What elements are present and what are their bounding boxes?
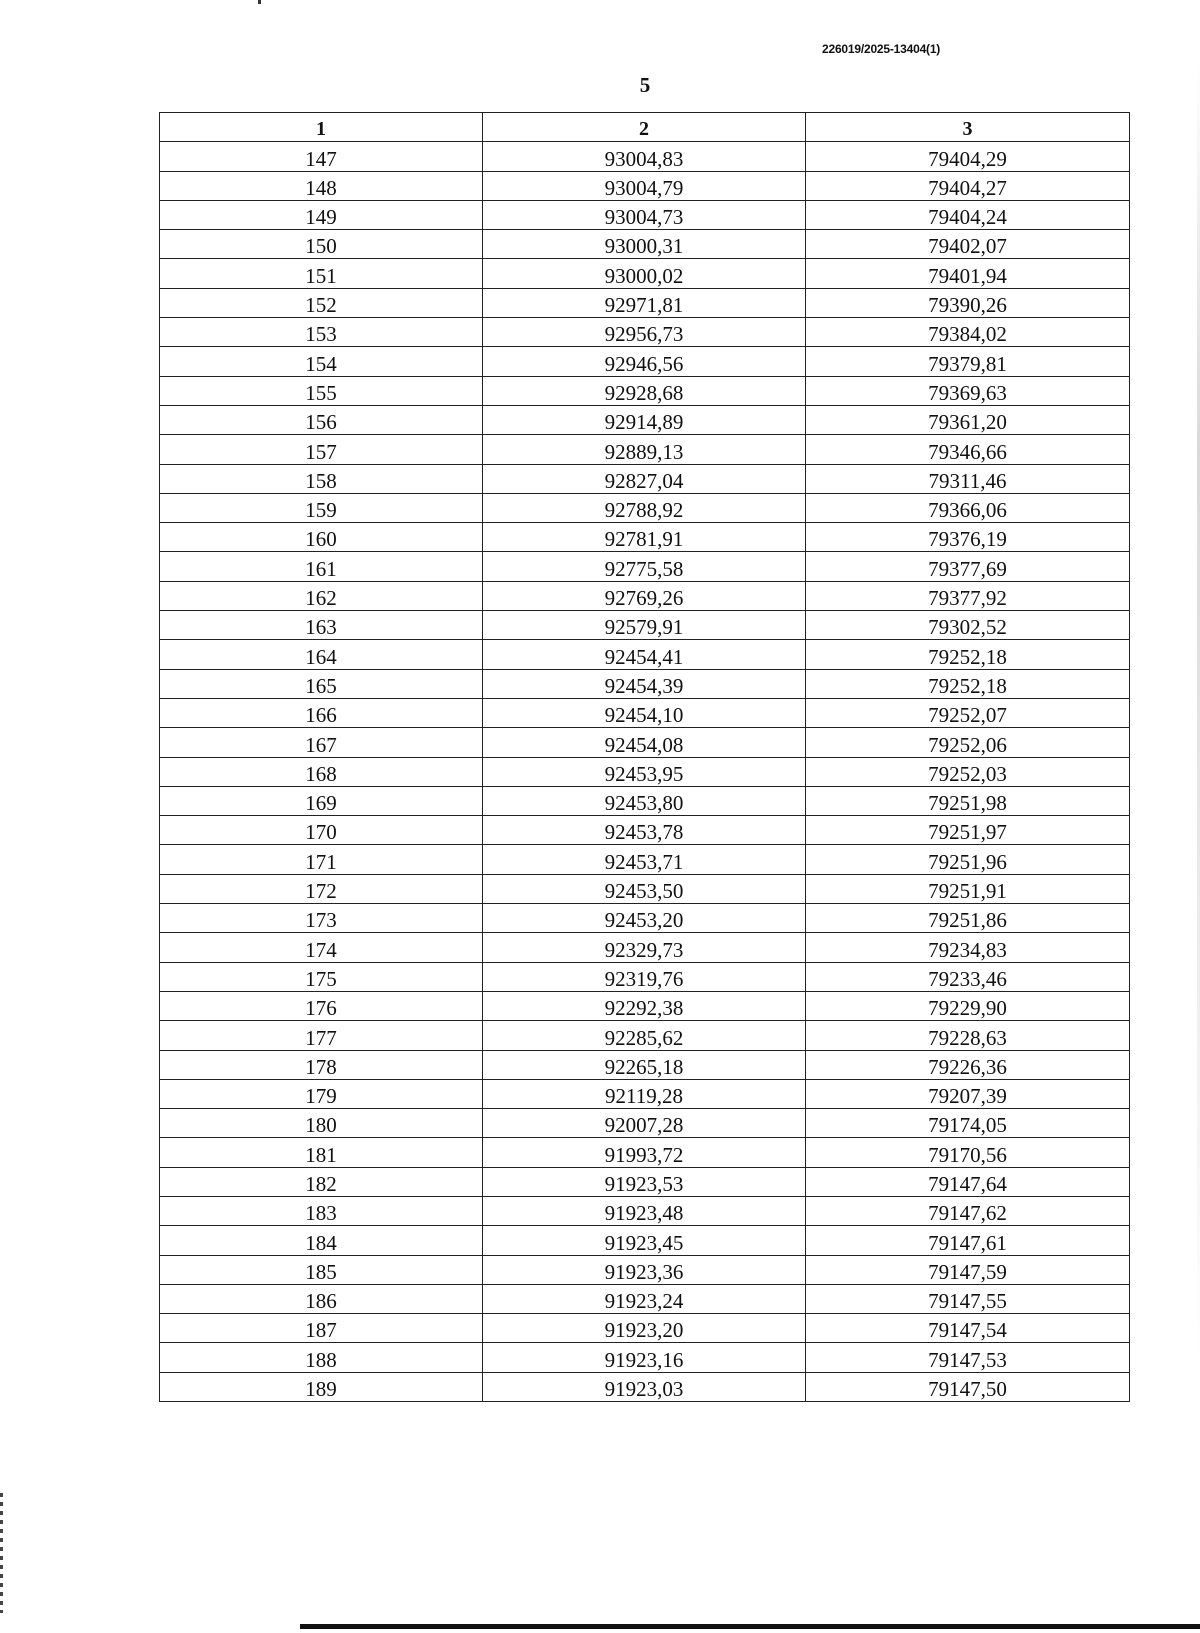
table-row (160, 200, 1130, 229)
table-row (160, 1109, 1130, 1138)
table-row (160, 435, 1130, 464)
x-coordinate-cell: 92285,62 (483, 1021, 806, 1050)
point-number-cell: 180 (160, 1109, 483, 1138)
x-coordinate-cell: 92453,95 (483, 757, 806, 786)
column-header-3: 3 (806, 113, 1130, 142)
table-row (160, 1138, 1130, 1167)
y-coordinate-cell: 79402,07 (806, 230, 1130, 259)
table-row (160, 874, 1130, 903)
x-coordinate-cell: 92454,10 (483, 698, 806, 727)
scan-bottom-bar (300, 1624, 1200, 1629)
x-coordinate-cell: 92454,08 (483, 728, 806, 757)
scan-mark (258, 0, 261, 4)
y-coordinate-cell: 79369,63 (806, 376, 1130, 405)
table-row (160, 640, 1130, 669)
table-row (160, 845, 1130, 874)
y-coordinate-cell: 79384,02 (806, 318, 1130, 347)
column-header-1: 1 (160, 113, 483, 142)
point-number-cell: 183 (160, 1196, 483, 1225)
y-coordinate-cell: 79361,20 (806, 405, 1130, 434)
table-row (160, 1226, 1130, 1255)
y-coordinate-cell: 79207,39 (806, 1079, 1130, 1108)
table-row (160, 962, 1130, 991)
y-coordinate-cell: 79251,86 (806, 904, 1130, 933)
y-coordinate-cell: 79147,62 (806, 1196, 1130, 1225)
x-coordinate-cell: 93000,02 (483, 259, 806, 288)
point-number-cell: 184 (160, 1226, 483, 1255)
x-coordinate-cell: 93000,31 (483, 230, 806, 259)
table-row (160, 464, 1130, 493)
scan-edge-left (0, 1493, 3, 1613)
point-number-cell: 153 (160, 318, 483, 347)
x-coordinate-cell: 91923,53 (483, 1167, 806, 1196)
coordinates-table (159, 112, 1130, 1402)
point-number-cell: 154 (160, 347, 483, 376)
table-row (160, 405, 1130, 434)
x-coordinate-cell: 91923,03 (483, 1372, 806, 1401)
point-number-cell: 163 (160, 611, 483, 640)
x-coordinate-cell: 91923,20 (483, 1314, 806, 1343)
x-coordinate-cell: 91923,36 (483, 1255, 806, 1284)
point-number-cell: 186 (160, 1284, 483, 1313)
table-row (160, 376, 1130, 405)
point-number-cell: 179 (160, 1079, 483, 1108)
table-row (160, 1255, 1130, 1284)
point-number-cell: 168 (160, 757, 483, 786)
point-number-cell: 176 (160, 991, 483, 1020)
y-coordinate-cell: 79170,56 (806, 1138, 1130, 1167)
x-coordinate-cell: 92781,91 (483, 523, 806, 552)
table-row (160, 171, 1130, 200)
y-coordinate-cell: 79229,90 (806, 991, 1130, 1020)
y-coordinate-cell: 79251,97 (806, 816, 1130, 845)
point-number-cell: 170 (160, 816, 483, 845)
y-coordinate-cell: 79346,66 (806, 435, 1130, 464)
table-row (160, 1079, 1130, 1108)
y-coordinate-cell: 79147,61 (806, 1226, 1130, 1255)
y-coordinate-cell: 79252,18 (806, 640, 1130, 669)
x-coordinate-cell: 92769,26 (483, 581, 806, 610)
table-row (160, 581, 1130, 610)
table-row (160, 933, 1130, 962)
table-row (160, 786, 1130, 815)
table-row (160, 552, 1130, 581)
point-number-cell: 164 (160, 640, 483, 669)
table-row (160, 230, 1130, 259)
point-number-cell: 165 (160, 669, 483, 698)
y-coordinate-cell: 79147,50 (806, 1372, 1130, 1401)
table-row (160, 259, 1130, 288)
y-coordinate-cell: 79228,63 (806, 1021, 1130, 1050)
point-number-cell: 187 (160, 1314, 483, 1343)
point-number-cell: 155 (160, 376, 483, 405)
point-number-cell: 166 (160, 698, 483, 727)
y-coordinate-cell: 79252,07 (806, 698, 1130, 727)
y-coordinate-cell: 79147,53 (806, 1343, 1130, 1372)
x-coordinate-cell: 92579,91 (483, 611, 806, 640)
y-coordinate-cell: 79147,59 (806, 1255, 1130, 1284)
point-number-cell: 147 (160, 142, 483, 171)
point-number-cell: 174 (160, 933, 483, 962)
x-coordinate-cell: 92319,76 (483, 962, 806, 991)
y-coordinate-cell: 79404,27 (806, 171, 1130, 200)
y-coordinate-cell: 79401,94 (806, 259, 1130, 288)
y-coordinate-cell: 79311,46 (806, 464, 1130, 493)
y-coordinate-cell: 79233,46 (806, 962, 1130, 991)
x-coordinate-cell: 92454,39 (483, 669, 806, 698)
table-row (160, 347, 1130, 376)
table-row (160, 1050, 1130, 1079)
document-id: 226019/2025-13404(1) (822, 42, 941, 56)
table-body (160, 142, 1130, 1402)
x-coordinate-cell: 91993,72 (483, 1138, 806, 1167)
table-row (160, 1167, 1130, 1196)
y-coordinate-cell: 79226,36 (806, 1050, 1130, 1079)
table-row (160, 1284, 1130, 1313)
point-number-cell: 175 (160, 962, 483, 991)
point-number-cell: 150 (160, 230, 483, 259)
point-number-cell: 158 (160, 464, 483, 493)
x-coordinate-cell: 93004,73 (483, 200, 806, 229)
x-coordinate-cell: 92956,73 (483, 318, 806, 347)
point-number-cell: 161 (160, 552, 483, 581)
y-coordinate-cell: 79147,55 (806, 1284, 1130, 1313)
x-coordinate-cell: 91923,24 (483, 1284, 806, 1313)
point-number-cell: 171 (160, 845, 483, 874)
y-coordinate-cell: 79174,05 (806, 1109, 1130, 1138)
y-coordinate-cell: 79404,24 (806, 200, 1130, 229)
table-row (160, 698, 1130, 727)
page-number: 5 (639, 73, 651, 97)
x-coordinate-cell: 92971,81 (483, 288, 806, 317)
point-number-cell: 177 (160, 1021, 483, 1050)
table-row (160, 757, 1130, 786)
point-number-cell: 181 (160, 1138, 483, 1167)
x-coordinate-cell: 92453,20 (483, 904, 806, 933)
x-coordinate-cell: 92827,04 (483, 464, 806, 493)
y-coordinate-cell: 79376,19 (806, 523, 1130, 552)
point-number-cell: 159 (160, 493, 483, 522)
x-coordinate-cell: 92914,89 (483, 405, 806, 434)
x-coordinate-cell: 92119,28 (483, 1079, 806, 1108)
point-number-cell: 152 (160, 288, 483, 317)
y-coordinate-cell: 79404,29 (806, 142, 1130, 171)
point-number-cell: 157 (160, 435, 483, 464)
point-number-cell: 188 (160, 1343, 483, 1372)
y-coordinate-cell: 79377,92 (806, 581, 1130, 610)
x-coordinate-cell: 91923,16 (483, 1343, 806, 1372)
point-number-cell: 178 (160, 1050, 483, 1079)
x-coordinate-cell: 92788,92 (483, 493, 806, 522)
table-row (160, 1314, 1130, 1343)
y-coordinate-cell: 79366,06 (806, 493, 1130, 522)
point-number-cell: 151 (160, 259, 483, 288)
y-coordinate-cell: 79251,91 (806, 874, 1130, 903)
x-coordinate-cell: 93004,83 (483, 142, 806, 171)
table-row (160, 904, 1130, 933)
table-row (160, 669, 1130, 698)
y-coordinate-cell: 79251,96 (806, 845, 1130, 874)
point-number-cell: 173 (160, 904, 483, 933)
point-number-cell: 162 (160, 581, 483, 610)
y-coordinate-cell: 79302,52 (806, 611, 1130, 640)
table-header-row (160, 113, 1130, 142)
y-coordinate-cell: 79390,26 (806, 288, 1130, 317)
table-row (160, 611, 1130, 640)
table-row (160, 991, 1130, 1020)
x-coordinate-cell: 92454,41 (483, 640, 806, 669)
point-number-cell: 167 (160, 728, 483, 757)
table-row (160, 1021, 1130, 1050)
x-coordinate-cell: 92775,58 (483, 552, 806, 581)
x-coordinate-cell: 92007,28 (483, 1109, 806, 1138)
x-coordinate-cell: 92453,71 (483, 845, 806, 874)
y-coordinate-cell: 79147,54 (806, 1314, 1130, 1343)
y-coordinate-cell: 79379,81 (806, 347, 1130, 376)
x-coordinate-cell: 92453,80 (483, 786, 806, 815)
x-coordinate-cell: 92292,38 (483, 991, 806, 1020)
point-number-cell: 182 (160, 1167, 483, 1196)
y-coordinate-cell: 79252,06 (806, 728, 1130, 757)
point-number-cell: 160 (160, 523, 483, 552)
table-row (160, 288, 1130, 317)
x-coordinate-cell: 92928,68 (483, 376, 806, 405)
point-number-cell: 189 (160, 1372, 483, 1401)
x-coordinate-cell: 92946,56 (483, 347, 806, 376)
x-coordinate-cell: 92265,18 (483, 1050, 806, 1079)
table-row (160, 816, 1130, 845)
point-number-cell: 169 (160, 786, 483, 815)
x-coordinate-cell: 93004,79 (483, 171, 806, 200)
table-row (160, 1372, 1130, 1401)
y-coordinate-cell: 79147,64 (806, 1167, 1130, 1196)
table-row (160, 493, 1130, 522)
table-row (160, 523, 1130, 552)
x-coordinate-cell: 91923,45 (483, 1226, 806, 1255)
table-row (160, 318, 1130, 347)
point-number-cell: 156 (160, 405, 483, 434)
point-number-cell: 172 (160, 874, 483, 903)
column-header-2: 2 (483, 113, 806, 142)
point-number-cell: 148 (160, 171, 483, 200)
y-coordinate-cell: 79251,98 (806, 786, 1130, 815)
y-coordinate-cell: 79234,83 (806, 933, 1130, 962)
y-coordinate-cell: 79252,03 (806, 757, 1130, 786)
point-number-cell: 185 (160, 1255, 483, 1284)
y-coordinate-cell: 79377,69 (806, 552, 1130, 581)
table-row (160, 1196, 1130, 1225)
point-number-cell: 149 (160, 200, 483, 229)
x-coordinate-cell: 92453,50 (483, 874, 806, 903)
y-coordinate-cell: 79252,18 (806, 669, 1130, 698)
table-row (160, 1343, 1130, 1372)
x-coordinate-cell: 92329,73 (483, 933, 806, 962)
x-coordinate-cell: 92889,13 (483, 435, 806, 464)
x-coordinate-cell: 91923,48 (483, 1196, 806, 1225)
table-row (160, 142, 1130, 171)
x-coordinate-cell: 92453,78 (483, 816, 806, 845)
table-row (160, 728, 1130, 757)
